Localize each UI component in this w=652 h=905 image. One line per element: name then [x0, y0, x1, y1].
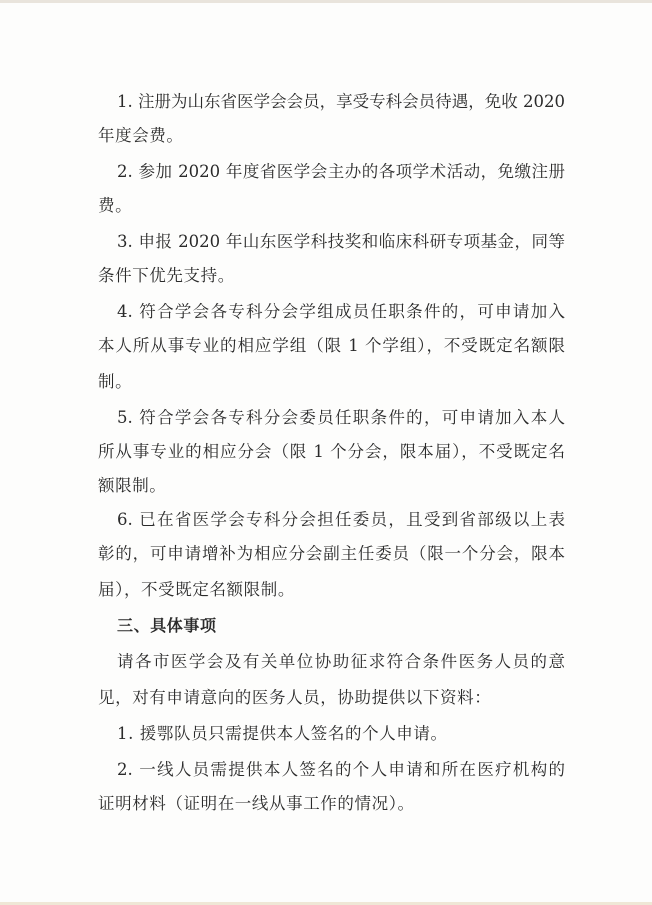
paragraph-line: 5. 符合学会各专科分会委员任职条件的，可申请加入本人 — [117, 408, 565, 427]
paragraph-line: 额限制。 — [98, 476, 167, 495]
paragraph-line: 4. 符合学会各专科分会学组成员任职条件的，可申请加入 — [117, 302, 565, 321]
paragraph-line: 证明材料（证明在一线从事工作的情况）。 — [98, 794, 415, 813]
scan-edge-top — [0, 0, 652, 3]
paragraph-line: 2. 一线人员需提供本人签名的个人申请和所在医疗机构的 — [117, 760, 565, 779]
paragraph-line: 条件下优先支持。 — [98, 266, 235, 285]
paragraph-line: 彰的，可申请增补为相应分会副主任委员（限一个分会，限本 — [98, 544, 565, 563]
section-heading: 三、具体事项 — [117, 616, 217, 635]
paragraph-line: 请各市医学会及有关单位协助征求符合条件医务人员的意 — [117, 652, 565, 671]
paragraph-line: 本人所从事专业的相应学组（限 1 个学组），不受既定名额限 — [98, 336, 565, 355]
paragraph-line: 费。 — [98, 196, 133, 215]
paragraph-line: 见，对有申请意向的医务人员，协助提供以下资料： — [98, 688, 492, 707]
paragraph-line: 制。 — [98, 372, 133, 391]
paragraph-line: 年度会费。 — [98, 126, 184, 145]
paragraph-line: 所从事专业的相应分会（限 1 个分会，限本届），不受既定名 — [98, 442, 565, 461]
paragraph-line: 6. 已在省医学会专科分会担任委员，且受到省部级以上表 — [117, 510, 565, 529]
paragraph-line: 届），不受既定名额限制。 — [98, 580, 295, 599]
paragraph-line: 1. 援鄂队员只需提供本人签名的个人申请。 — [117, 724, 448, 743]
paragraph-line: 3. 申报 2020 年山东医学科技奖和临床科研专项基金，同等 — [117, 232, 565, 251]
paragraph-line: 2. 参加 2020 年度省医学会主办的各项学术活动，免缴注册 — [117, 162, 565, 181]
paragraph-line: 1. 注册为山东省医学会会员，享受专科会员待遇，免收 2020 — [117, 92, 565, 111]
